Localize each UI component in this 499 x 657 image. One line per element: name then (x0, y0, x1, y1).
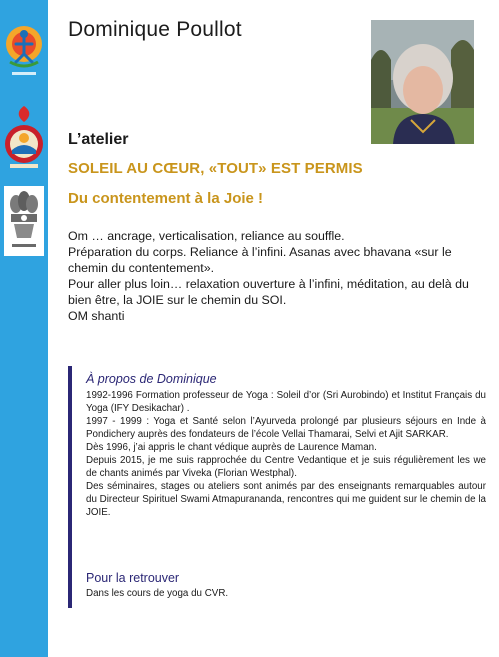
teacher-portrait (371, 20, 474, 144)
ashram-emblem-logo (4, 104, 44, 174)
workshop-description (68, 228, 486, 324)
about-title: À propos de Dominique (86, 372, 217, 386)
description-line: Om … ancrage, verticalisation, reliance au souffle. (68, 229, 345, 243)
find-her-title: Pour la retrouver (86, 571, 180, 585)
about-section (68, 366, 490, 608)
description-line: OM shanti (68, 309, 125, 323)
about-paragraph: Des séminaires, stages ou ateliers sont animés par des enseignants remarquables autour du Directeur Spirituel Swami Atmapuranandа, rencontres qui me guident sur le chemin de la JOIE. (86, 481, 486, 518)
workshop-subtitle: Du contentement à la Joie ! (68, 190, 264, 207)
about-paragraph: Dès 1996, j’ai appris le chant védique auprès de Laurence Maman. (86, 442, 377, 453)
about-paragraph: 1997 - 1999 : Yoga et Santé selon l’Ayurveda prolongé par plusieurs séjours en Inde à Pondichery auprès des fondateurs de l’école Vellai Thamarai, Selvi et Ajit SARKAR. (86, 416, 486, 440)
ashoka-emblem-logo (4, 186, 44, 256)
workshop-title: SOLEIL AU CŒUR, «TOUT» EST PERMIS (68, 160, 363, 177)
yoga-day-logo (4, 22, 44, 84)
about-paragraph: 1992-1996 Formation professeur de Yoga : Soleil d’or (Sri Aurobindo) et Institut Français du Yoga (IFY Desikachar) . (86, 390, 486, 414)
find-her-text: Dans les cours de yoga du CVR. (86, 588, 229, 599)
description-line: Préparation du corps. Reliance à l’infini. Asanas avec bhavana «sur le chemin du contentement». (68, 245, 452, 275)
left-color-band (0, 0, 48, 657)
about-body (86, 389, 486, 519)
teacher-name: Dominique Poullot (68, 18, 242, 41)
workshop-label: L’atelier (68, 131, 129, 148)
description-line: Pour aller plus loin… relaxation ouverture à l’infini, méditation, au delà du bien être, la JOIE sur le chemin du SOI. (68, 277, 469, 307)
about-paragraph: Depuis 2015, je me suis rapprochée du Centre Vedantique et je suis régulièrement les we de chants animés par Viveka (Florian Westphal). (86, 455, 486, 479)
